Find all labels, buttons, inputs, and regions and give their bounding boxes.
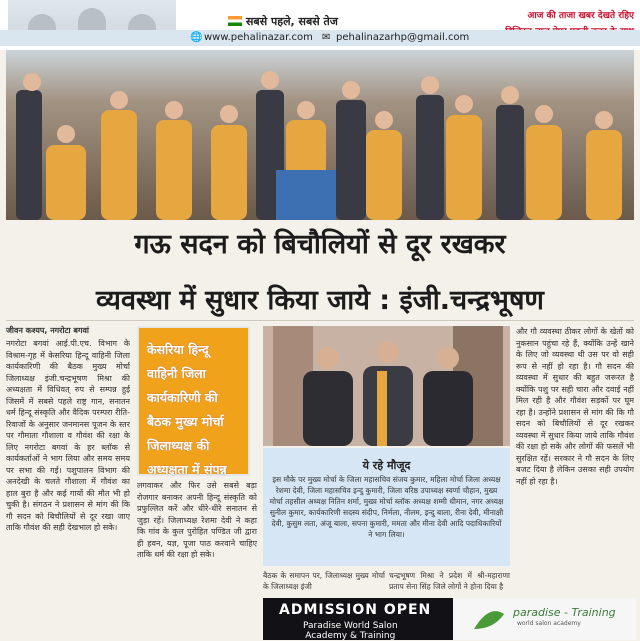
ad-logo-sub: world salon academy bbox=[517, 620, 581, 627]
ad-subtitle-line-2: Academy & Training bbox=[305, 631, 396, 641]
flag-icon bbox=[228, 16, 242, 26]
article-column-left: नगरोटा बगवां आई.पी.एच. विभाग के विश्राम-गृह में केसरिया हिन्दू वाहिनी जिला कार्यकारिणी की बैठक मुख्य मोर्चा जिलाध्यक्ष इंजी.चन्द्रभूषण मिश्रा की अध्यक्षता में विधिवत् रुप से सम्पन्न हुई जिसमें में सबसे पहले राष्ट्र गान, सनातन धर्म हिन्दू संस्कृति और वैदिक परम्परा रीति-रिवाजों के अनुसार जनमानस पूजन के स्तर पर गौमाता गौशाला व गौवंश की रक्षा के लिए नगरोटा बगवां के हर ब्लॉक से कार्यकर्ताओं ने भाग लिया और समय समय पर सभा की गई। पशुपालन विभाग की अनदेखी के चलते गौशाला में गौवंश का हाल बुरा है और कई गायों की मौत भी हो चुकी है। संगठन ने प्रशासन से मांग की कि गौ सदन को बिचौलियों से दूर रखा जाए ताकि गौवंश की सही देखभाल हो सके। bbox=[6, 339, 130, 532]
ad-subtitle-line-1: Paradise World Salon bbox=[303, 621, 398, 631]
highlight-box bbox=[137, 326, 250, 476]
article-column-middle: लगवाकर और फिर उसे सबसे बड़ा रोजगार बनाकर अपनी हिन्दू संस्कृति को प्रफुल्लित करें और धीरे-धीरे सनातन से जुड़ा रहें। जिलाध्यक्ष रेशमा देवी ने कहा कि गांव के कुल पुरोहित पण्डित जी द्वारा ही हवन, यज्ञ, पूजा पाठ करवाने चाहिए ताकि धर्म की रक्षा हो सके। bbox=[137, 481, 257, 559]
article-column-right: और गौ व्यवस्था ठीकर लोगों के खेतों को नुकसान पहुंचा रहे हैं, क्योंकि उन्हें खाने के लिए जो व्यवस्था थी उस पर वो सही रूप से नहीं हो रहा है। गौ सदन की व्यवस्था में सुधार की बहुत जरूरत है क्योंकि पशु पर सही चारा और दवाई नहीं मिल रही है और गौवंश सड़कों पर घूम रहा है। उन्होंने प्रशासन से मांग की कि गौ सदन को बिचौलियों से दूर रखकर व्यवस्था में सुधार किया जाये ताकि गौवंश की रक्षा हो सके और लोगों की फसलें भी सुरक्षित रहें। सरकार ने गौ सदन के लिए बजट दिया है लेकिन उसका सही उपयोग नहीं हो रहा है। bbox=[516, 327, 634, 486]
ad-logo-name: paradise - Training bbox=[513, 606, 616, 619]
masthead-slogan: सबसे पहले, सबसे तेज bbox=[246, 15, 338, 28]
ad-subtitle bbox=[303, 621, 398, 641]
felicitation-photo-people bbox=[263, 326, 510, 446]
highlight-text: केसरिया हिन्दू वाहिनी जिला कार्यकारिणी की बैठक मुख्य मोर्चा जिलाध्यक्ष की अध्यक्षता में संपन्न bbox=[147, 342, 227, 477]
strip-text-left: बैठक के समापन पर, जिलाध्यक्ष मुख्य मोर्चा के जिलाध्यक्ष इंजी bbox=[263, 571, 385, 591]
website-link[interactable]: www.pehalinazar.com bbox=[204, 32, 313, 43]
attendees-text: इस मौके पर मुख्य मोर्चा के जिला महासचिव संजय कुमार, महिला मोर्चा जिला अध्यक्ष रेशमा देवी, जिला महासचिव इन्दु कुमारी, जिला वरिष्ठ उपाध्यक्ष स्वर्णा चौहान, मुख्य मोर्चा तहसील अध्यक्ष नितिन शर्मा, मुख्य मोर्चा ब्लॉक अध्यक्ष शम्मी धीमान, नगर अध्यक्ष सुनील कुमार, कार्यकारिणी सदस्य संदीप, निर्मला, नीलम, इन्दु बाला, रीना देवी, मीनाक्षी देवी, कुसुम लता, अंजू बाला, सपना कुमारी, ममता और मीना देवी आदि पदाधिकारियों ने भाग लिया। bbox=[269, 475, 504, 539]
headline-line-1: गऊ सदन को बिचौलियों से दूर रखकर bbox=[134, 229, 506, 260]
attendees-title: ये रहे मौजूद bbox=[362, 459, 411, 472]
ad-title: ADMISSION OPEN bbox=[279, 602, 432, 618]
group-photo-people bbox=[6, 50, 634, 220]
email-link[interactable]: pehalinazarhp@gmail.com bbox=[336, 32, 470, 43]
admission-ad[interactable] bbox=[263, 598, 636, 640]
group-photo bbox=[6, 50, 634, 220]
byline: जीवन कश्यप, नगरोटा बगवां bbox=[6, 326, 90, 335]
ad-logo bbox=[453, 598, 636, 640]
tagline-top: आज की ताजा खबर देखते रहिए bbox=[462, 8, 634, 24]
leaf-icon bbox=[469, 604, 509, 634]
globe-icon: 🌐 bbox=[190, 32, 203, 43]
email-icon: ✉ bbox=[322, 32, 331, 43]
strip-text-right: चन्द्रभूषण मिश्रा ने प्रदेश में श्री-महाराणा प्रताप सेना सिंह जिले लोगों ने होना दिया है bbox=[389, 571, 510, 591]
contact-bar bbox=[0, 30, 640, 46]
divider bbox=[6, 320, 634, 321]
attendees-box bbox=[263, 448, 510, 566]
headline-line-2: व्यवस्था में सुधार किया जाये : इंजी.चन्द्रभूषण bbox=[96, 285, 544, 316]
felicitation-photo bbox=[263, 326, 510, 446]
